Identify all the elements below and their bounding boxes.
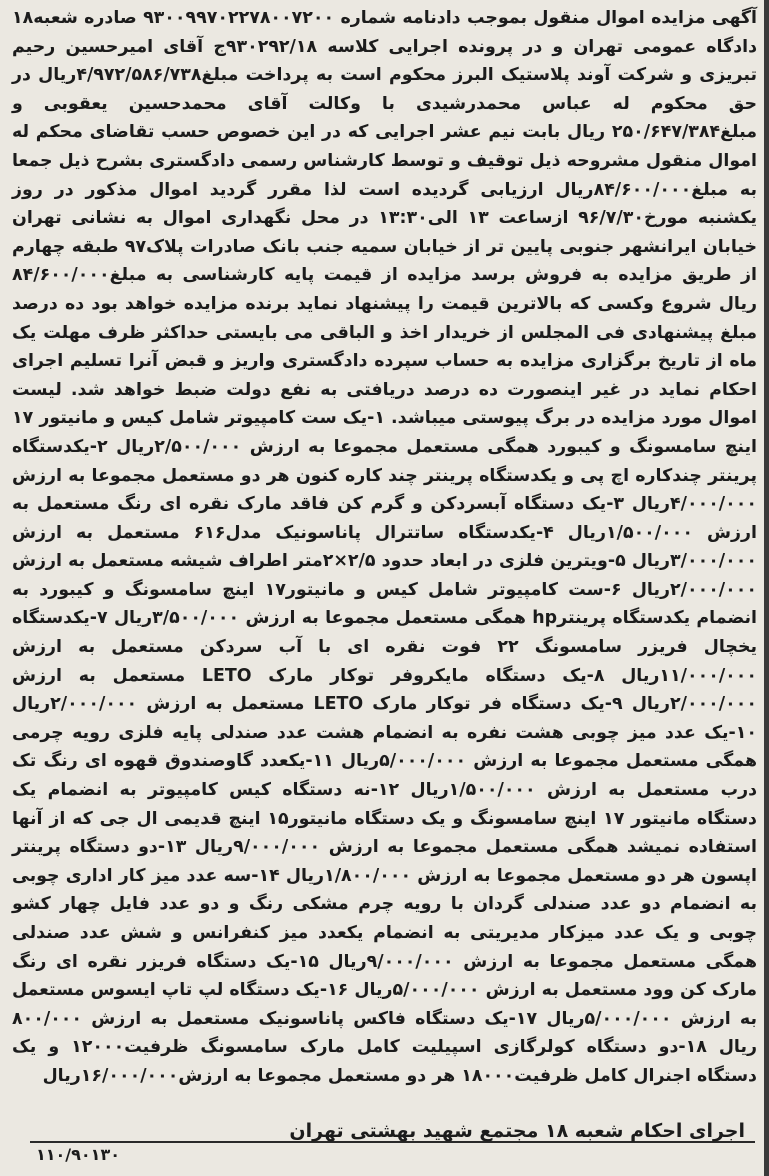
notice-text: آگهی مزایده اموال منقول بموجب دادنامه شماره ۹۳۰۰۹۹۷۰۲۲۷۸۰۰۷۲۰۰ صادره شعبه۱۸ دادگاه عمومی تهران و در پرونده اجرایی کلاسه ۹۳۰۲۹۲/۱۸ج آقای امیرحسین رحیم تبریزی و شرکت آوند پلاستیک البرز محکوم است به پرداخت مبلغ۴/۹۷۲/۵۸۶/۷۳۸ریال در حق محکوم له عباس محمدرشیدی با وکالت آقای محمدحسین یعقوبی و مبلغ۲۵۰/۶۴۷/۳۸۴ ریال بابت نیم عشر اجرایی که در این خصوص حسب تقاضای محکم له اموال منقول مشروحه ذیل توقیف و توسط کارشناس رسمی دادگستری بشرح ذیل جمعا به مبلغ۸۴/۶۰۰/۰۰۰ریال ارزیابی گردیده است لذا مقرر گردید اموال مذکور در روز یکشنبه مورخ۹۶/۷/۳۰ ازساعت ۱۳ الی۱۳:۳۰ در محل نگهداری اموال به نشانی تهران خیابان ایرانشهر جنوبی پایین تر از خیابان سمیه جنب بانک صادرات پلاک۹۷ طبقه چهارم از طریق مزایده به فروش برسد مزایده از قیمت پایه کارشناسی به مبلغ۸۴/۶۰۰/۰۰۰ ریال شروع وکسی که بالاترین قیمت را پیشنهاد نماید برنده مزایده خواهد بود ده درصد مبلغ پیشنهادی فی المجلس از خریدار اخذ و الباقی می بایستی حداکثر ظرف مهلت یک ماه از تاریخ برگزاری مزایده به حساب سپرده دادگستری واریز و قبض آنرا تسلیم اجرای احکام نماید در غیر اینصورت ده درصد دریافتی به نفع دولت ضبط خواهد شد. لیست اموال مورد مزایده در برگ پیوستی میباشد. ۱-یک ست کامپیوتر شامل کیس و مانیتور ۱۷ اینچ سامسونگ و کیبورد همگی مستعمل مجموعا به ارزش ۲/۵۰۰/۰۰۰ریال ۲-یکدستگاه پرینتر چندکاره اچ پی و یکدستگاه پرینتر چند کاره کنون هر دو مستعمل مجموعا به ارزش ۴/۰۰۰/۰۰۰ریال ۳-یک دستگاه آبسردکن و گرم کن فاقد مارک نقره ای رنگ مستعمل به ارزش ۱/۵۰۰/۰۰۰ریال ۴-یکدستگاه ساتترال پاناسونیک مدل۶۱۶ مستعمل به ارزش ۳/۰۰۰/۰۰۰ریال ۵-ویترین فلزی در ابعاد حدود ۲/۵×۲متر اطراف شیشه مستعمل به ارزش ۲/۰۰۰/۰۰۰ریال ۶-ست کامپیوتر شامل کیس و مانیتور۱۷ اینچ سامسونگ و کیبورد به انضمام یکدستگاه پرینترhp همگی مستعمل مجموعا به ارزش ۳/۵۰۰/۰۰۰ریال ۷-یکدستگاه یخچال فریزر سامسونگ ۲۲ فوت نقره ای با آب سردکن مستعمل به ارزش ۱۱/۰۰۰/۰۰۰ریال ۸-یک دستگاه مایکروفر توکار مارک LETO مستعمل به ارزش ۲/۰۰۰/۰۰۰ریال ۹-یک دستگاه فر توکار مارک LETO مستعمل به ارزش ۲/۰۰۰/۰۰۰ریال ۱۰-یک عدد میز چوبی هشت نفره به انضمام هشت عدد صندلی پایه فلزی رویه چرمی همگی مستعمل مجموعا به ارزش ۵/۰۰۰/۰۰۰ریال ۱۱-یکعدد گاوصندوق قهوه ای رنگ تک درب مستعمل به ارزش ۱/۵۰۰/۰۰۰ریال ۱۲-نه دستگاه کیس کامپیوتر به انضمام یک دستگاه مانیتور ۱۷ اینچ سامسونگ و یک دستگاه مانیتور۱۵ اینچ قدیمی ال جی که از آنها استفاده نمیشد همگی مستعمل مجموعا به ارزش ۹/۰۰۰/۰۰۰ریال ۱۳-دو دستگاه پرینتر اپسون هر دو مستعمل مجموعا به ارزش ۱/۸۰۰/۰۰۰ریال ۱۴-سه عدد میز کار اداری چوبی به انضمام دو عدد صندلی گردان با رویه چرم مشکی رنگ و دو عدد فایل چهار کشو چوبی و یک عدد میزکار مدیریتی به انضمام یکعدد میز کنفرانس و شش عدد صندلی همگی مستعمل مجموعا به ارزش ۹/۰۰۰/۰۰۰ریال ۱۵-یک دستگاه فریزر نقره ای رنگ مارک کن وود مستعمل به ارزش ۵/۰۰۰/۰۰۰ریال ۱۶-یک دستگاه لپ تاپ ایسوس مستعمل به ارزش ۵/۰۰۰/۰۰۰ریال ۱۷-یک دستگاه فاکس پاناسونیک مستعمل به ارزش ۸۰۰/۰۰۰ ریال ۱۸-دو دستگاه کولرگازی اسپیلیت کامل مارک سامسونگ ظرفیت۱۲۰۰۰ و یک دستگاه اجنرال کامل ظرفیت۱۸۰۰۰ هر دو مستعمل مجموعا به ارزش۱۶/۰۰۰/۰۰۰ریال (12, 8, 758, 1086)
reference-code: ۱۱۰/۹۰۱۳۰ (36, 1145, 120, 1164)
clipping-edge (764, 0, 769, 1176)
auction-notice-body (12, 4, 757, 1091)
issuer-signature: اجرای احکام شعبه ۱۸ مجتمع شهید بهشتی تهران (289, 1120, 745, 1142)
